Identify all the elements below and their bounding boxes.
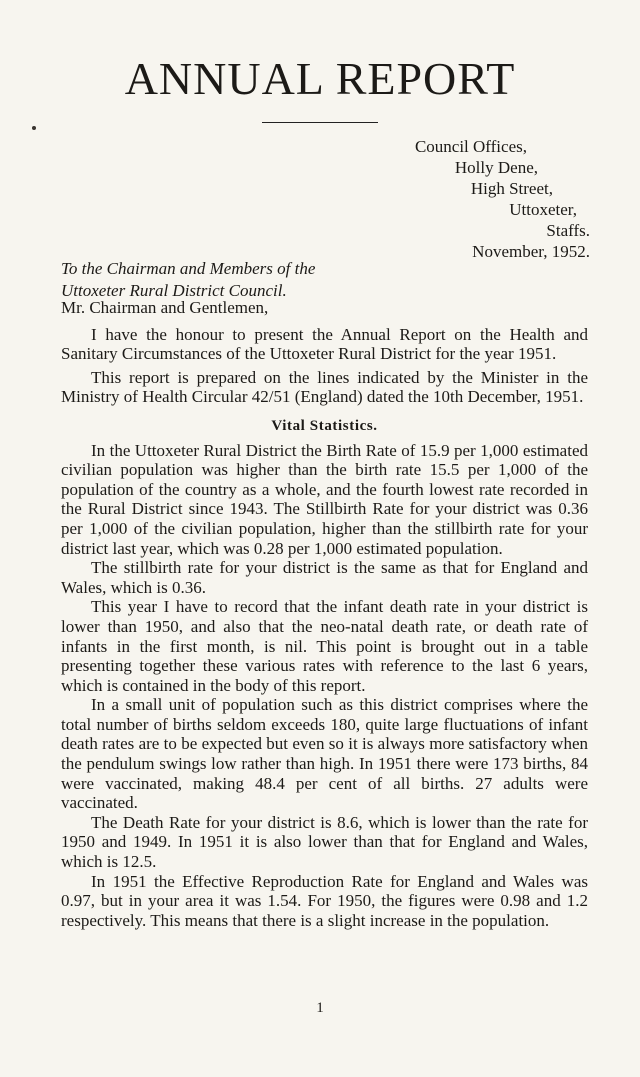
salutation: Mr. Chairman and Gentlemen, <box>61 298 269 317</box>
title-divider <box>262 122 378 123</box>
paragraph: This year I have to record that the infant death rate in your district is lower than 1950, and also that the neo-natal death rate, or death rate of infants in the first month, is nil. This point is brought out in a table presenting together these various rates with reference to the last 6 years, which is contained in the body of this report. <box>61 597 588 695</box>
paragraph: This report is prepared on the lines indicated by the Minister in the Ministry of Health Circular 42/51 (England) dated the 10th December, 1951. <box>61 367 588 407</box>
section-heading: Vital Statistics. <box>271 417 378 434</box>
paragraph: The Death Rate for your district is 8.6, which is lower than the rate for 1950 and 1949. In 1951 it is also lower than that for England and Wales, which is 12.5. <box>61 812 588 872</box>
address-line: High Street, <box>470 179 553 198</box>
letter-date: November, 1952. <box>472 242 590 261</box>
recipient-line: Uttoxeter Rural District Council. <box>61 281 287 300</box>
margin-mark <box>32 126 36 130</box>
address-line: Staffs. <box>546 221 590 240</box>
paragraph: The stillbirth rate for your district is the same as that for England and Wales, which is 0.36. <box>61 558 588 597</box>
address-line: Holly Dene, <box>454 158 538 177</box>
address-line: Uttoxeter, <box>509 200 577 219</box>
sender-address <box>415 136 590 262</box>
paragraph: In 1951 the Effective Reproduction Rate for England and Wales was 0.97, but in your area it was 1.54. For 1950, the figures were 0.98 and 1.2 respectively. This means that there is a slight increase in the population. <box>61 871 588 930</box>
letter-body <box>61 298 588 930</box>
paragraph: I have the honour to present the Annual Report on the Health and Sanitary Circumstances of the Uttoxeter Rural District for the year 1951. <box>61 324 588 364</box>
report-title: ANNUAL REPORT <box>124 53 516 104</box>
recipient-line: To the Chairman and Members of the <box>61 259 316 278</box>
address-line: Council Offices, <box>414 137 527 156</box>
page-number: 1 <box>316 1000 324 1016</box>
paragraph: In a small unit of population such as this district comprises where the total number of births seldom exceeds 180, quite large fluctuations of infant death rates are to be expected but even so it is always more satisfactory when the pendulum swings low rather than high. In 1951 there were 173 births, 84 were vaccinated, making 48.4 per cent of all births. 27 adults were vaccinated. <box>61 695 588 813</box>
recipient-block <box>61 258 315 302</box>
paragraph: In the Uttoxeter Rural District the Birth Rate of 15.9 per 1,000 estimated civilian population was higher than the birth rate 15.5 per 1,000 of the population of the country as a whole, and the fourth lowest rate recorded in the Rural District since 1943. The Stillbirth Rate for your district was 0.36 per 1,000 of the civilian population, higher than the stillbirth rate for your district last year, which was 0.28 per 1,000 estimated population. <box>61 440 588 558</box>
